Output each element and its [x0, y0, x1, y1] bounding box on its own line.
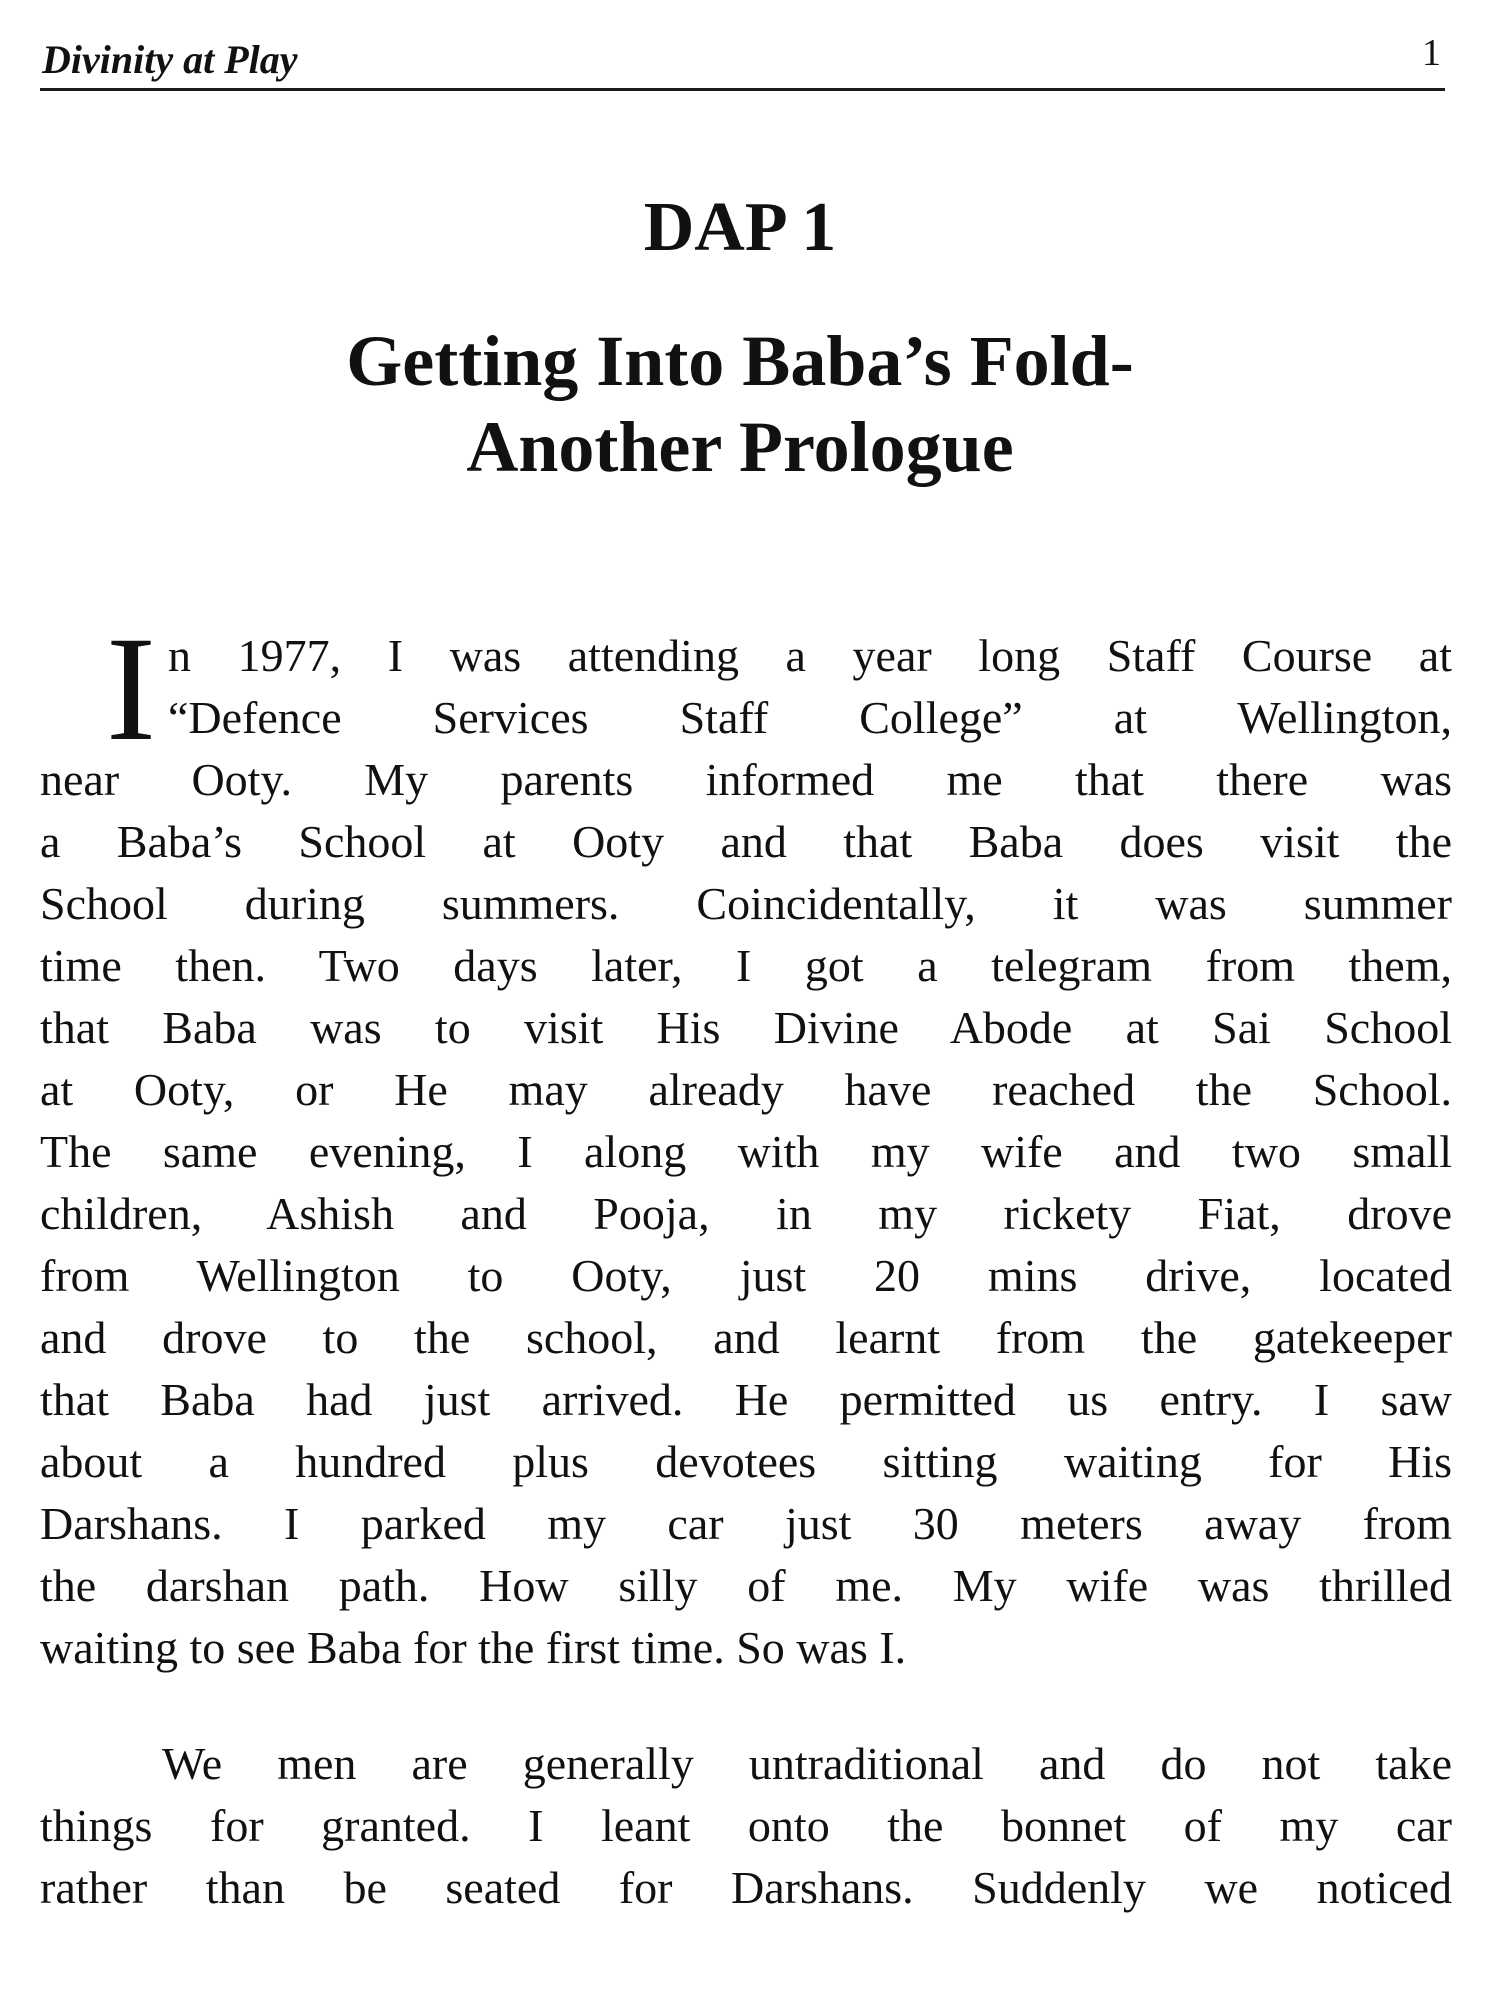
- text-line: time then. Two days later, I got a telegram from them,: [40, 940, 1452, 991]
- chapter-title-line-2: Another Prologue: [466, 407, 1014, 487]
- text-line: and drove to the school, and learnt from the gatekeeper: [40, 1312, 1452, 1363]
- text-line: near Ooty. My parents informed me that there was: [40, 754, 1452, 805]
- chapter-title: [0, 318, 1480, 490]
- chapter-label: DAP 1: [643, 189, 837, 266]
- text-line: the darshan path. How silly of me. My wife was thrilled: [40, 1560, 1452, 1611]
- text-line: rather than be seated for Darshans. Suddenly we noticed: [40, 1862, 1452, 1913]
- paragraph-2: [40, 1733, 1452, 1919]
- text-line: School during summers. Coincidentally, it was summer: [40, 878, 1452, 929]
- text-line: waiting to see Baba for the first time. So was I.: [40, 1622, 907, 1673]
- body-text: [40, 606, 1452, 1919]
- text-line: from Wellington to Ooty, just 20 mins drive, located: [40, 1250, 1452, 1301]
- chapter-title-line-1: Getting Into Baba’s Fold-: [346, 321, 1134, 401]
- text-line: “Defence Services Staff College” at Wellington,: [168, 692, 1452, 743]
- paragraph-1: [40, 606, 1452, 1679]
- running-header: [40, 30, 1445, 91]
- page-number: 1: [1422, 32, 1441, 74]
- text-line: about a hundred plus devotees sitting waiting for His: [40, 1436, 1452, 1487]
- paragraph-gap: [40, 1679, 1452, 1733]
- running-title: Divinity at Play: [42, 37, 298, 82]
- text-line: Darshans. I parked my car just 30 meters away from: [40, 1498, 1452, 1549]
- text-line: The same evening, I along with my wife and two small: [40, 1126, 1452, 1177]
- text-line: that Baba had just arrived. He permitted us entry. I saw: [40, 1374, 1452, 1425]
- text-line: at Ooty, or He may already have reached the School.: [40, 1064, 1452, 1115]
- text-line: that Baba was to visit His Divine Abode at Sai School: [40, 1002, 1452, 1053]
- text-line: n 1977, I was attending a year long Staff Course at: [168, 630, 1452, 681]
- text-line: children, Ashish and Pooja, in my rickety Fiat, drove: [40, 1188, 1452, 1239]
- text-line: things for granted. I leant onto the bonnet of my car: [40, 1800, 1452, 1851]
- drop-cap: I: [106, 606, 156, 772]
- text-line: We men are generally untraditional and do not take: [162, 1738, 1452, 1789]
- text-line: a Baba’s School at Ooty and that Baba does visit the: [40, 816, 1452, 867]
